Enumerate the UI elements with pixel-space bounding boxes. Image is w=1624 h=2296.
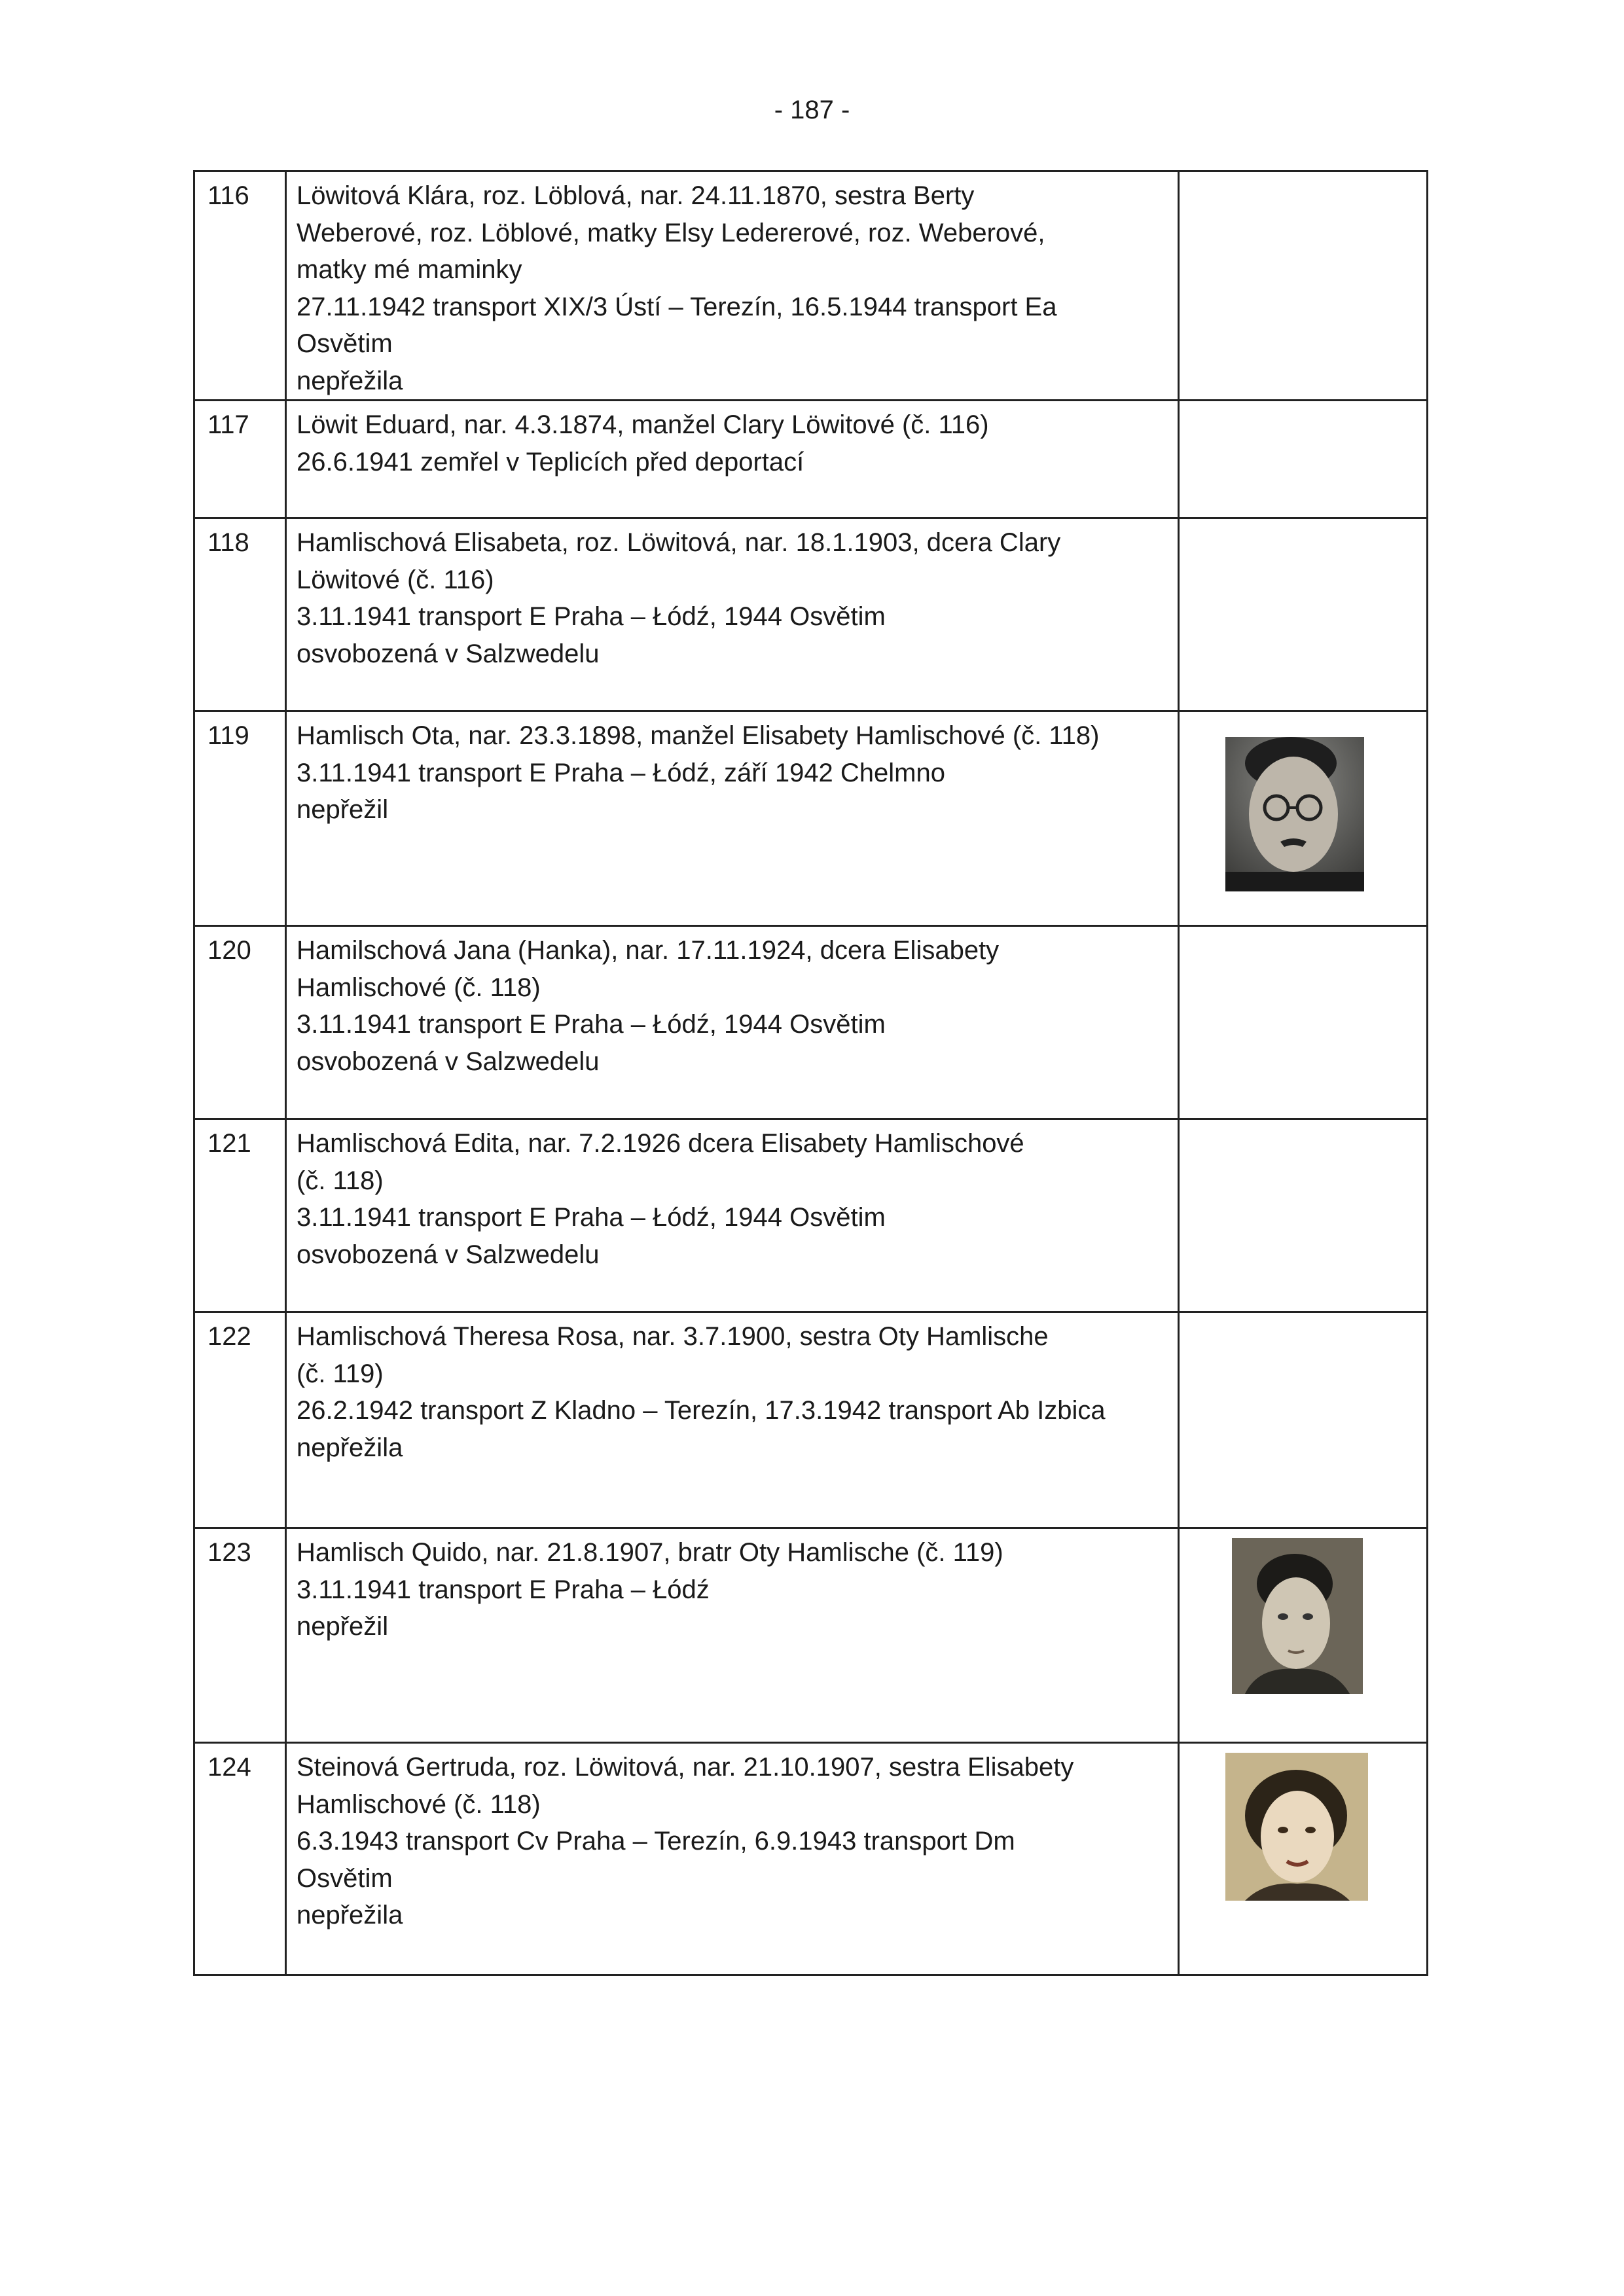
record-number: 123 [208,1538,251,1567]
photo-cell [1179,711,1428,926]
table-row [194,1528,1428,1743]
record-text-cell [286,1119,1179,1312]
record-line: Hamlischové (č. 118) [297,1789,541,1819]
record-number: 117 [208,410,249,439]
record-number: 124 [208,1753,251,1782]
record-line: nepřežila [297,1901,403,1929]
record-number-cell [194,1312,286,1528]
record-number-cell [194,1743,286,1975]
photo-cell [1179,171,1428,401]
record-line: Löwit Eduard, nar. 4.3.1874, manžel Clary Löwitové (č. 116) [297,410,989,439]
record-line: osvobozená v Salzwedelu [297,1240,600,1269]
record-line: 26.6.1941 zemřel v Teplicích před deportací [297,447,804,476]
record-number-cell [194,171,286,401]
record-number-cell [194,926,286,1119]
photo-cell [1179,1312,1428,1528]
record-line: Hamlischové (č. 118) [297,973,541,1002]
record-line: osvobozená v Salzwedelu [297,1047,600,1076]
record-text-cell [286,711,1179,926]
record-line: Löwitové (č. 116) [297,565,494,594]
record-line: (č. 119) [297,1359,384,1388]
record-number-cell [194,1528,286,1743]
record-text-cell [286,1743,1179,1975]
record-line: Osvětim [297,329,393,358]
table-row [194,926,1428,1119]
record-line: Weberové, roz. Löblové, matky Elsy Ledererové, roz. Weberové, [297,218,1045,247]
record-line: 3.11.1941 transport E Praha – Łódź, 1944 Osvětim [297,1203,886,1232]
record-line: nepřežila [297,366,403,395]
record-number-cell [194,711,286,926]
record-line: Hamilschová Jana (Hanka), nar. 17.11.1924, dcera Elisabety [297,936,1000,965]
page-number: - 187 - [774,96,850,124]
table-row [194,711,1428,926]
record-number: 116 [208,181,249,210]
table-row [194,1119,1428,1312]
record-line: Hamlischová Theresa Rosa, nar. 3.7.1900, sestra Oty Hamlische [297,1322,1049,1351]
record-line: Steinová Gertruda, roz. Löwitová, nar. 21.10.1907, sestra Elisabety [297,1753,1074,1782]
record-number-cell [194,401,286,518]
record-line: 3.11.1941 transport E Praha – Łódź, 1944 Osvětim [297,1010,886,1039]
photo-cell [1179,926,1428,1119]
record-line: nepřežil [297,795,389,824]
record-text-cell [286,1312,1179,1528]
record-line: Hamlischová Edita, nar. 7.2.1926 dcera Elisabety Hamlischové [297,1129,1024,1158]
table-row [194,1743,1428,1975]
record-line: 26.2.1942 transport Z Kladno – Terezín, 17.3.1942 transport Ab Izbica [297,1396,1106,1425]
photo-cell [1179,401,1428,518]
record-text-cell [286,926,1179,1119]
records-table [193,170,1428,1976]
table-row [194,171,1428,401]
record-text-cell [286,518,1179,711]
record-text-cell [286,1528,1179,1743]
record-line: Hamlischová Elisabeta, roz. Löwitová, nar. 18.1.1903, dcera Clary [297,528,1061,557]
record-number: 122 [208,1322,251,1351]
table-row [194,518,1428,711]
portrait-man-glasses-photo [1225,737,1364,891]
record-text-cell [286,401,1179,518]
photo-cell [1179,1119,1428,1312]
record-number: 120 [208,936,251,965]
record-line: 3.11.1941 transport E Praha – Łódź, září 1942 Chelmno [297,758,945,787]
record-line: Löwitová Klára, roz. Löblová, nar. 24.11.1870, sestra Berty [297,181,975,210]
photo-cell [1179,1528,1428,1743]
record-line: nepřežil [297,1612,389,1641]
record-line: matky mé maminky [297,255,522,284]
record-line: 3.11.1941 transport E Praha – Łódź, 1944 Osvětim [297,602,886,631]
record-number: 121 [208,1129,251,1158]
photo-cell [1179,518,1428,711]
record-line: 27.11.1942 transport XIX/3 Ústí – Terezín, 16.5.1944 transport Ea [297,292,1057,321]
portrait-woman-photo [1225,1753,1368,1901]
record-line: Hamlisch Quido, nar. 21.8.1907, bratr Oty Hamlische (č. 119) [297,1538,1003,1567]
record-number-cell [194,1119,286,1312]
record-line: nepřežila [297,1433,403,1462]
record-line: 6.3.1943 transport Cv Praha – Terezín, 6.9.1943 transport Dm [297,1827,1015,1856]
record-number: 118 [208,528,249,557]
record-number: 119 [208,721,249,750]
record-text-cell [286,171,1179,401]
table-row [194,401,1428,518]
table-row [194,1312,1428,1528]
record-line: osvobozená v Salzwedelu [297,639,600,668]
photo-cell [1179,1743,1428,1975]
record-line: Osvětim [297,1863,393,1893]
record-line: 3.11.1941 transport E Praha – Łódź [297,1575,710,1604]
record-line: Hamlisch Ota, nar. 23.3.1898, manžel Elisabety Hamlischové (č. 118) [297,721,1100,750]
portrait-young-man-photo [1232,1538,1363,1694]
record-line: (č. 118) [297,1166,384,1195]
record-number-cell [194,518,286,711]
